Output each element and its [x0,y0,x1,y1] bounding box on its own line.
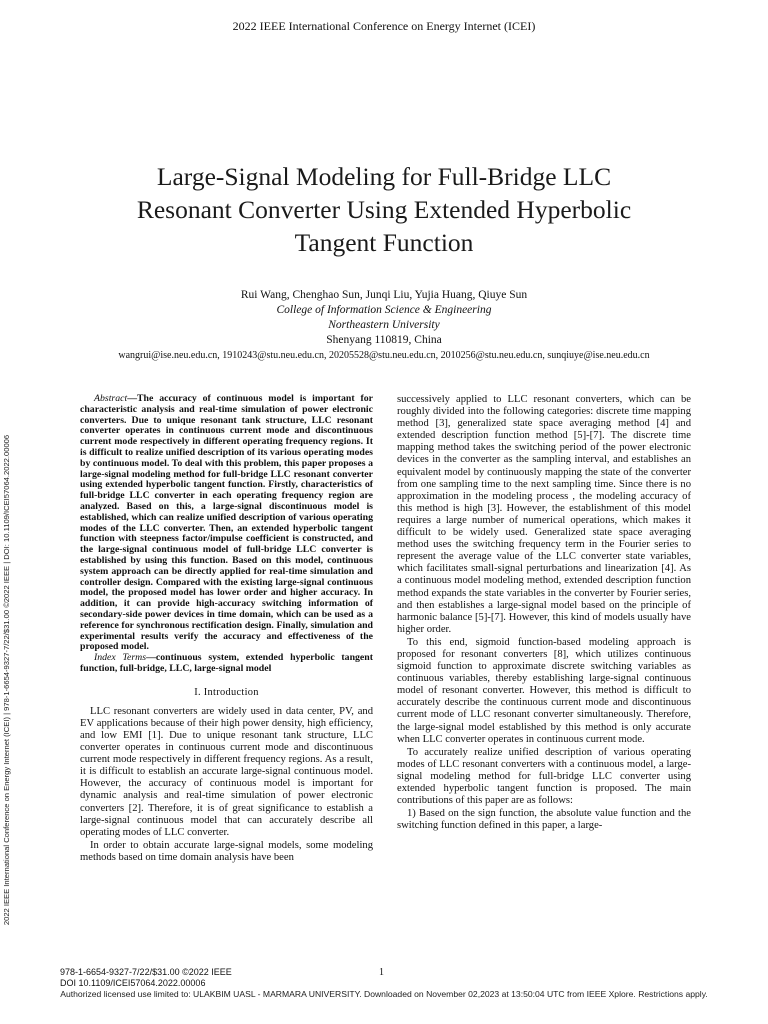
paragraph: To accurately realize unified description of various operating modes of LLC resonant converters with a continuous model, a large-signal modeling method for full-bridge LLC converter using extended hyperbolic tangent function is proposed. The main contributions of this paper are as follows: [397,746,691,807]
paragraph: 1) Based on the sign function, the absolute value function and the switching function defined in this paper, a large- [397,808,691,832]
title-line: Tangent Function [294,228,474,257]
page-number: 1 [379,967,384,978]
title-line: Resonant Converter Using Extended Hyperbolic [136,195,632,224]
author-block [0,288,768,363]
paragraph: LLC resonant converters are widely used in data center, PV, and EV applications because of their high power density, high efficiency, and low EMI [1]. Due to unique resonant tank structure, LLC converter operates in continuous current mode and discontinuous current mode respectively in different frequency regions. As a result, it is difficult to establish an accurate large-signal continuous model. However, the accuracy of continuous model is important for dynamic analysis and real-time simulation of power electronic converters [2]. Therefore, it is of great significance to establish a large-signal continuous model that can accurately describe all operating modes of LLC converter. [80,705,373,838]
affiliation-college: College of Information Science & Engineering [276,304,492,316]
section-heading: I. Introduction [194,686,259,698]
paragraph: successively applied to LLC resonant converters, which can be roughly divided into the following categories: discrete time mapping method [3], generalized state space averaging method [4] and extended description function method [5]-[7]. The discrete time mapping method takes the switching period of the power electronic devices in the converter as the sampling interval, and establishes an equivalent model by continuously mapping the state of the converter from one sampling time to the next sampling time. Since there is no approximation in the modeling process , the modeling accuracy of this method is high [3]. However, the establishment of this model requires a large number of numerical operations, which makes it difficult to be widely used. Generalized state space averaging method uses the switching frequency term in the Fourier series to represent the average value of the LLC converter state variables, which facilitates small-signal perturbations and linearization [4]. As a continuous model modeling method, extended description function method expands the state variables in the converter by Fourier series, and then establishes a large-signal model based on the principle of harmonic balance [5]-[7]. However, this kind of models usually have higher order. [397,394,691,635]
footer-isbn: 978-1-6654-9327-7/22/$31.00 ©2022 IEEE [60,967,232,977]
left-column [80,394,373,865]
side-identifier-text: 2022 IEEE International Conference on Energy Internet (ICEI) | 978-1-6654-9327-7/22/$31.00 ©2022 IEEE | DOI: 10.1109/ICEI57064.2022.00006 [2,434,11,926]
footer-doi: DOI 10.1109/ICEI57064.2022.00006 [60,978,206,988]
index-terms-text: —continuous system, extended hyperbolic tangent function, full-bridge, LLC, large-signal model [80,652,373,674]
author-emails: wangrui@ise.neu.edu.cn, 1910243@stu.neu.edu.cn, 20205528@stu.neu.edu.cn, 2010256@stu.neu.edu.cn, sunqiuye@ise.neu.edu.cn [118,350,650,361]
affiliation-university: Northeastern University [328,319,440,331]
paper-title [60,160,708,259]
side-identifier [0,380,14,980]
right-column [397,394,691,833]
author-names: Rui Wang, Chenghao Sun, Junqi Liu, Yujia Huang, Qiuye Sun [240,289,528,301]
paragraph: In order to obtain accurate large-signal models, some modeling methods based on time domain analysis have been [80,839,373,863]
conference-header: 2022 IEEE International Conference on Energy Internet (ICEI) [232,19,536,33]
index-terms [80,653,373,675]
title-line: Large-Signal Modeling for Full-Bridge LLC [156,162,612,191]
abstract-lead: Abstract [94,393,128,404]
affiliation-address: Shenyang 110819, China [326,334,442,346]
footer-publication-info [60,967,232,989]
license-notice: Authorized licensed use limited to: ULAKBIM UASL - MARMARA UNIVERSITY. Downloaded on November 02,2023 at 13:50:04 UTC from IEEE Xplore. Restrictions apply. [60,989,708,999]
index-terms-lead: Index Terms [94,652,147,664]
paragraph: To this end, sigmoid function-based modeling approach is proposed for resonant converters [8], which utilizes continuous sigmoid function to approximate discrete switching variables as continuous variables, thereby establishing large-signal continuous model of resonant converter. However, this method is difficult to accurately describe the continuous current mode and discontinuous current mode of LLC resonant converter simultaneously. Therefore, the large-signal model established by this method is only accurate when LLC converter operates in continuous current mode. [397,636,691,745]
abstract [80,394,373,653]
abstract-text: —The accuracy of continuous model is important for characteristic analysis and real-time simulation of power electronic converters. Due to unique resonant tank structure, LLC resonant converter operates in continuous current mode and discontinuous current mode respectively in different operating frequency regions. It is difficult to realize unified description of its various operating modes by continuous model. To deal with this problem, this paper proposes a large-signal modeling method for full-bridge LLC resonant converter using extended hyperbolic tangent function. Firstly, characteristics of full-bridge LLC converter in each operating frequency region are analyzed. Based on this, a large-signal discontinuous model is established, which can realize unified description of various operating modes of the LLC converter. Then, an extended hyperbolic tangent function with steepness factor/impulse coefficient is constructed, and the large-signal continuous model of full-bridge LLC converter is established by using this function. Based on this model, continuous system approach can be directly applied for real-time simulation and controller design. Compared with the existing large-signal continuous model, the proposed model has lower order and higher accuracy. In addition, it can provide high-accuracy switching information of secondary-side power devices in time domain, which can be used as a reference for synchronous rectification design. Finally, simulation and experimental results verify the accuracy and effectiveness of the proposed model. [80,393,373,653]
